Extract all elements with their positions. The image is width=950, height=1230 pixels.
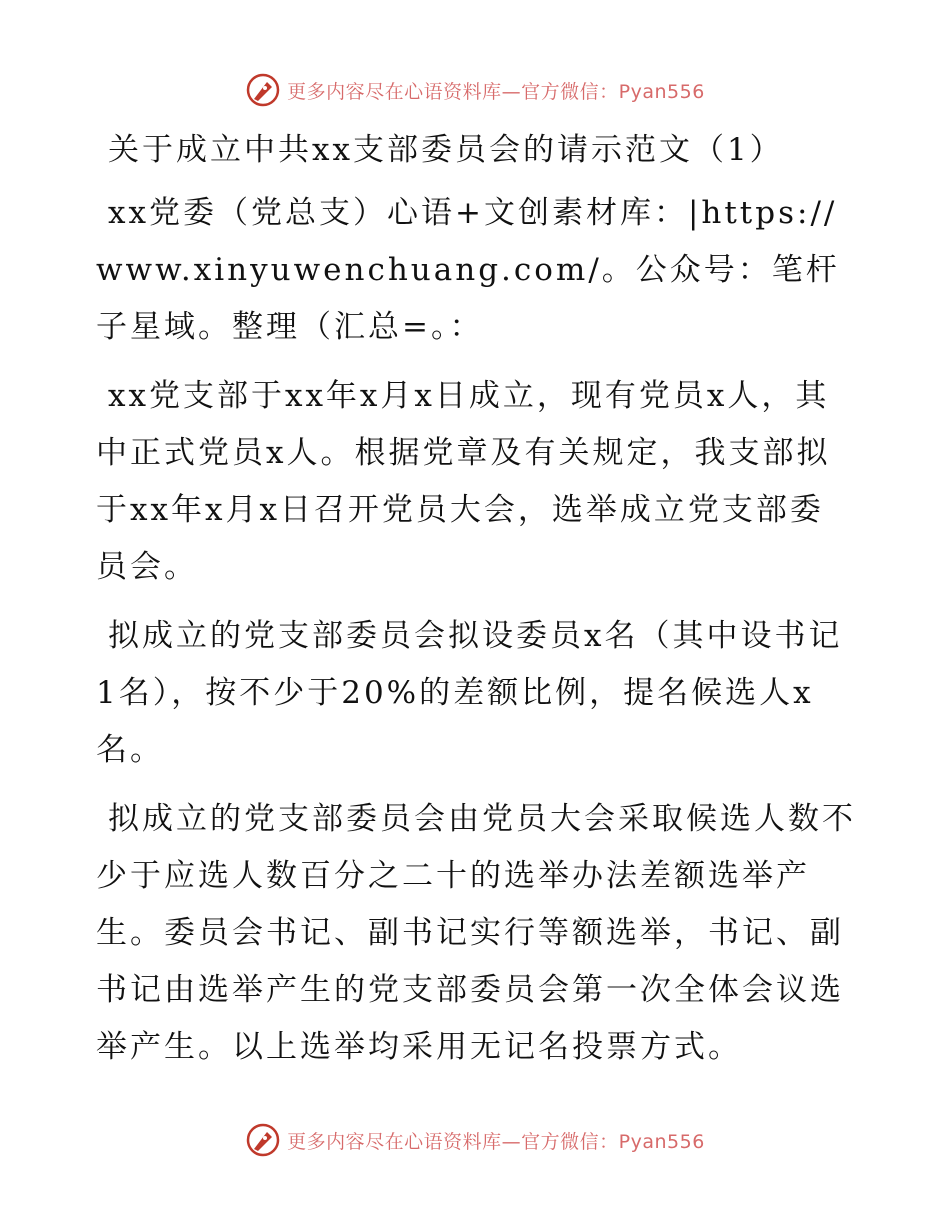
paragraph: 拟成立的党支部委员会拟设委员x名（其中设书记1名），按不少于20%的差额比例，提名候选人x名。 xyxy=(96,618,843,768)
pen-nib-logo-icon xyxy=(245,1122,281,1158)
header-banner xyxy=(0,70,950,110)
paragraph: 拟成立的党支部委员会由党员大会采取候选人数不少于应选人数百分之二十的选举办法差额选举产生。委员会书记、副书记实行等额选举，书记、副书记由选举产生的党支部委员会第一次全体会议选举产生。以上选举均采用无记名投票方式。 xyxy=(96,801,856,1065)
document-title: 关于成立中共xx支部委员会的请示范文（1） xyxy=(108,132,784,168)
banner-text: 更多内容尽在心语资料库—官方微信：Pyan556 xyxy=(287,80,705,103)
paragraph: xx党支部于xx年x月x日成立，现有党员x人，其中正式党员x人。根据党章及有关规定，我支部拟于xx年x月x日召开党员大会，选举成立党支部委员会。 xyxy=(96,378,831,585)
document-body xyxy=(96,122,856,1088)
pen-nib-logo-icon xyxy=(245,72,281,108)
footer-banner xyxy=(0,1120,950,1160)
banner-text: 更多内容尽在心语资料库—官方微信：Pyan556 xyxy=(287,1130,705,1153)
paragraph: xx党委（党总支）心语+文创素材库：|https://www.xinyuwenchuang.com/。公众号：笔杆子星域。整理（汇总=。： xyxy=(96,195,840,345)
